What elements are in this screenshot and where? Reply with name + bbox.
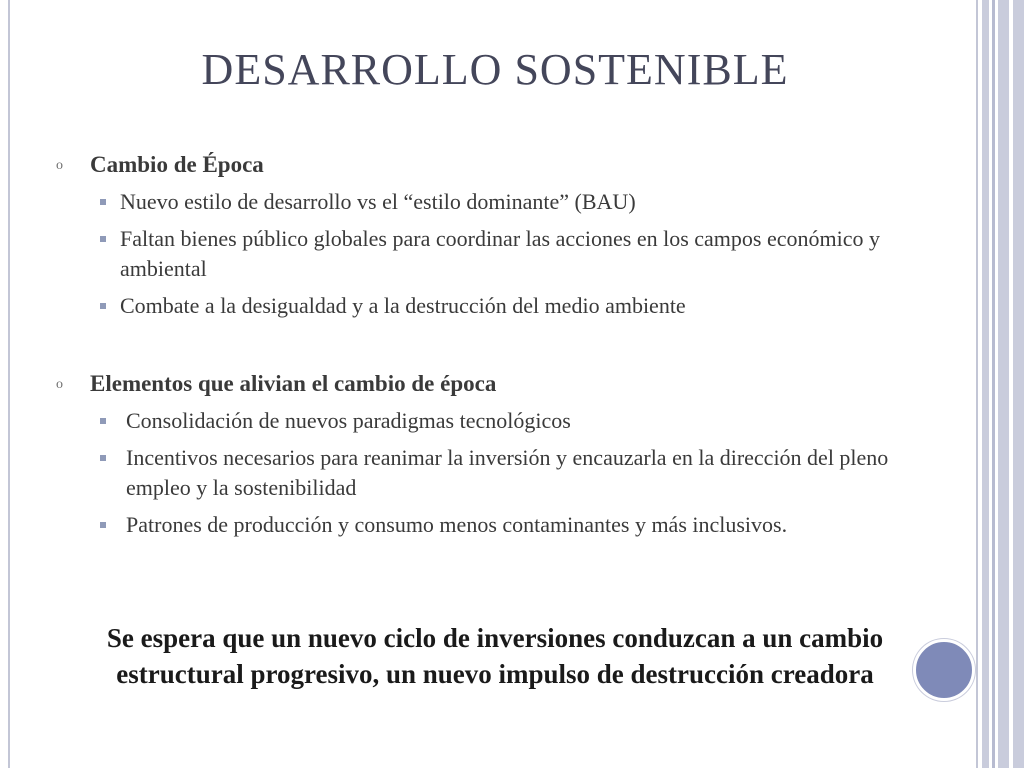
slide-title: DESARROLLO SOSTENIBLE bbox=[201, 45, 789, 94]
list-item-text: Incentivos necesarios para reanimar la inversión y encauzarla en la dirección del pleno empleo y la sostenibilidad bbox=[126, 445, 889, 500]
decorative-stripe bbox=[976, 0, 978, 768]
left-border-line bbox=[8, 0, 10, 768]
list-item bbox=[56, 187, 916, 217]
list-item-text: Patrones de producción y consumo menos contaminantes y más inclusivos. bbox=[126, 512, 788, 537]
square-bullet-icon bbox=[100, 199, 106, 205]
square-bullet-icon bbox=[100, 303, 106, 309]
section-heading-text: Cambio de Época bbox=[90, 152, 264, 177]
decorative-circle bbox=[913, 639, 975, 701]
list-item-text: Combate a la desigualdad y a la destrucción del medio ambiente bbox=[120, 293, 686, 318]
decorative-stripe bbox=[982, 0, 989, 768]
list-item-text: Faltan bienes público globales para coordinar las acciones en los campos económico y ambiental bbox=[120, 226, 880, 281]
decorative-stripe bbox=[992, 0, 995, 768]
section-heading bbox=[56, 150, 916, 180]
list-item-text: Nuevo estilo de desarrollo vs el “estilo dominante” (BAU) bbox=[120, 189, 636, 214]
list-item bbox=[56, 510, 916, 540]
square-bullet-icon bbox=[100, 522, 106, 528]
conclusion-text: Se espera que un nuevo ciclo de inversiones conduzcan a un cambio estructural progresivo, un nuevo impulso de destrucción creadora bbox=[106, 623, 884, 689]
list-item-text: Consolidación de nuevos paradigmas tecnológicos bbox=[126, 408, 571, 433]
list-item bbox=[56, 291, 916, 321]
circle-bullet-icon: o bbox=[56, 377, 63, 392]
circle-bullet-icon: o bbox=[56, 158, 63, 173]
list-item bbox=[56, 224, 916, 284]
section-heading-text: Elementos que alivian el cambio de época bbox=[90, 371, 497, 396]
section-cambio-de-epoca bbox=[56, 150, 916, 321]
section-elementos bbox=[56, 369, 916, 540]
square-bullet-icon bbox=[100, 236, 106, 242]
square-bullet-icon bbox=[100, 418, 106, 424]
list-item bbox=[56, 406, 916, 436]
list-item bbox=[56, 443, 916, 503]
square-bullet-icon bbox=[100, 455, 106, 461]
section-heading bbox=[56, 369, 916, 399]
decorative-stripe bbox=[1013, 0, 1024, 768]
decorative-stripe bbox=[998, 0, 1009, 768]
